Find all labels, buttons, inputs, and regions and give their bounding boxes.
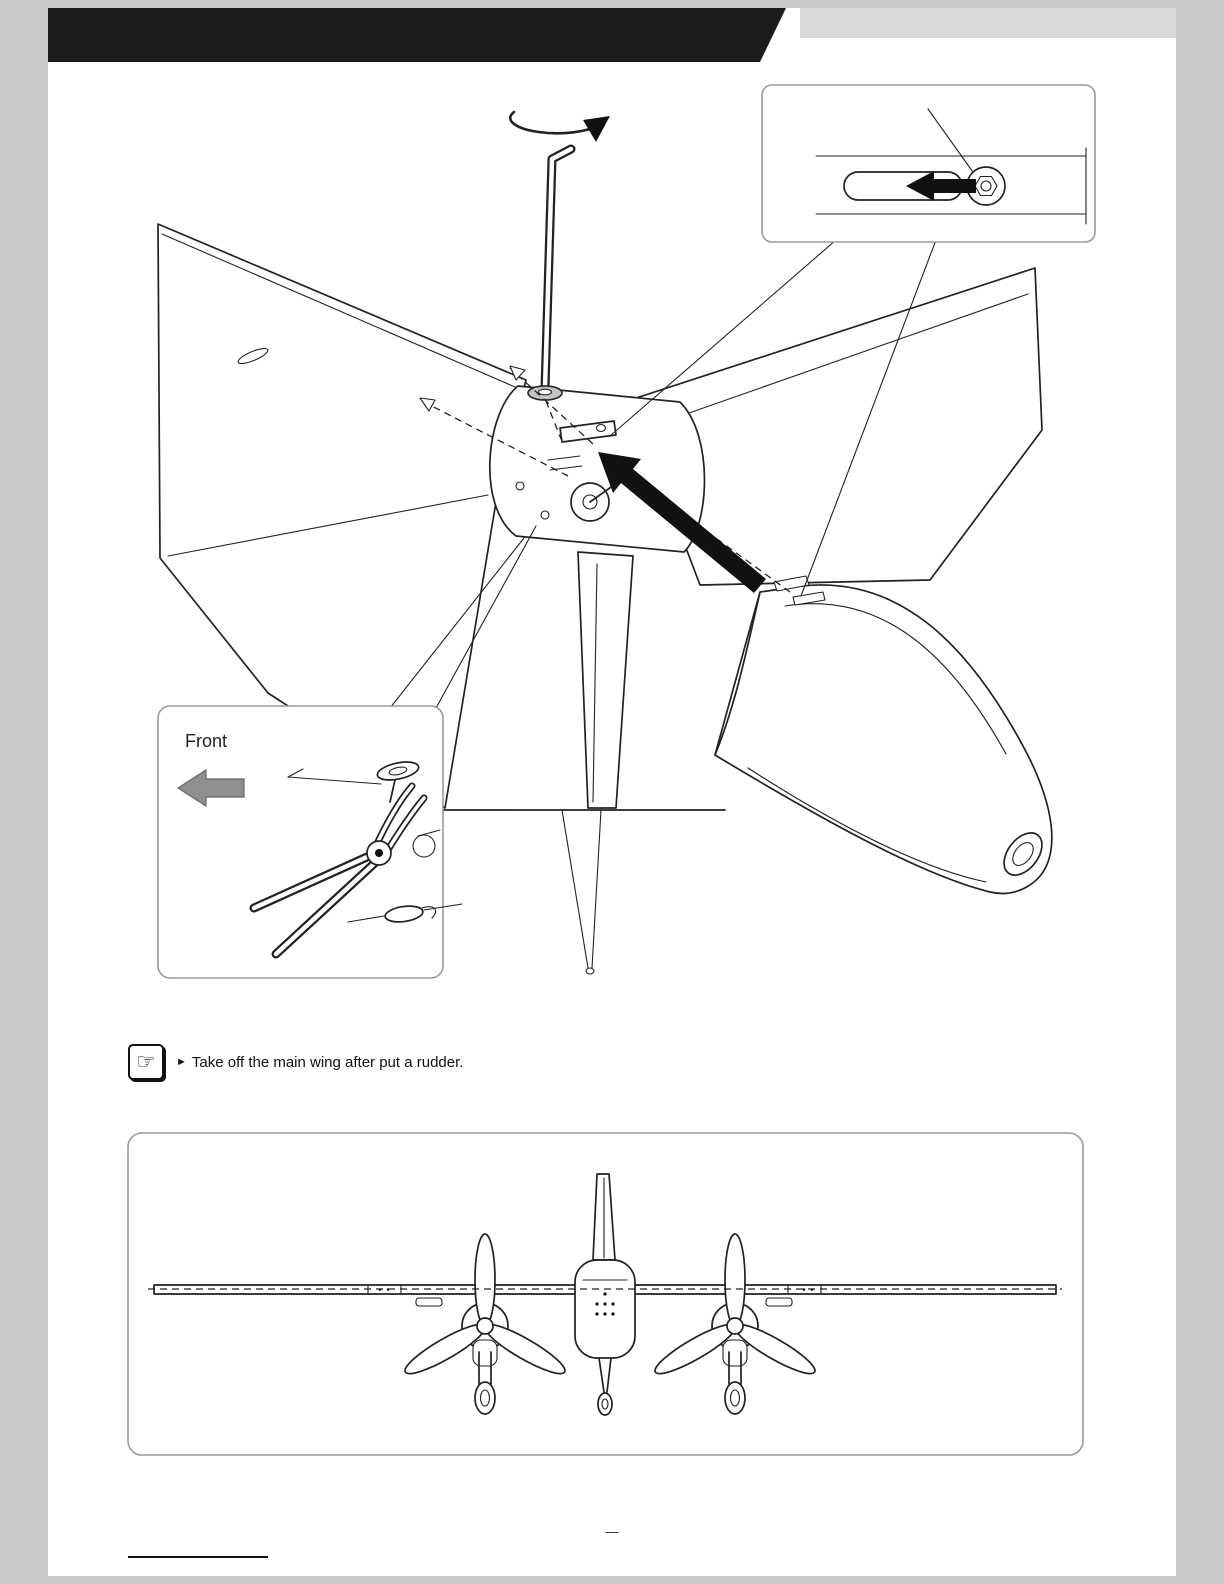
- page-number-mark: —: [605, 1524, 619, 1539]
- pointing-hand-icon: ☞: [128, 1044, 164, 1080]
- footer-rule: [128, 1556, 268, 1558]
- front-direction-label: Front: [185, 731, 228, 751]
- washer-detail: [528, 386, 562, 400]
- fuselage-pod: [715, 576, 1052, 893]
- document-page: [48, 8, 1176, 1576]
- note-text: Take off the main wing after put a rudder.: [191, 1053, 464, 1071]
- assembly-diagram: [48, 8, 1176, 1576]
- note-bullet-icon: ►: [176, 1055, 187, 1068]
- rotation-arrow-icon: [510, 112, 610, 142]
- instruction-note: [128, 1044, 463, 1080]
- screw-detail-callout: [762, 85, 1095, 242]
